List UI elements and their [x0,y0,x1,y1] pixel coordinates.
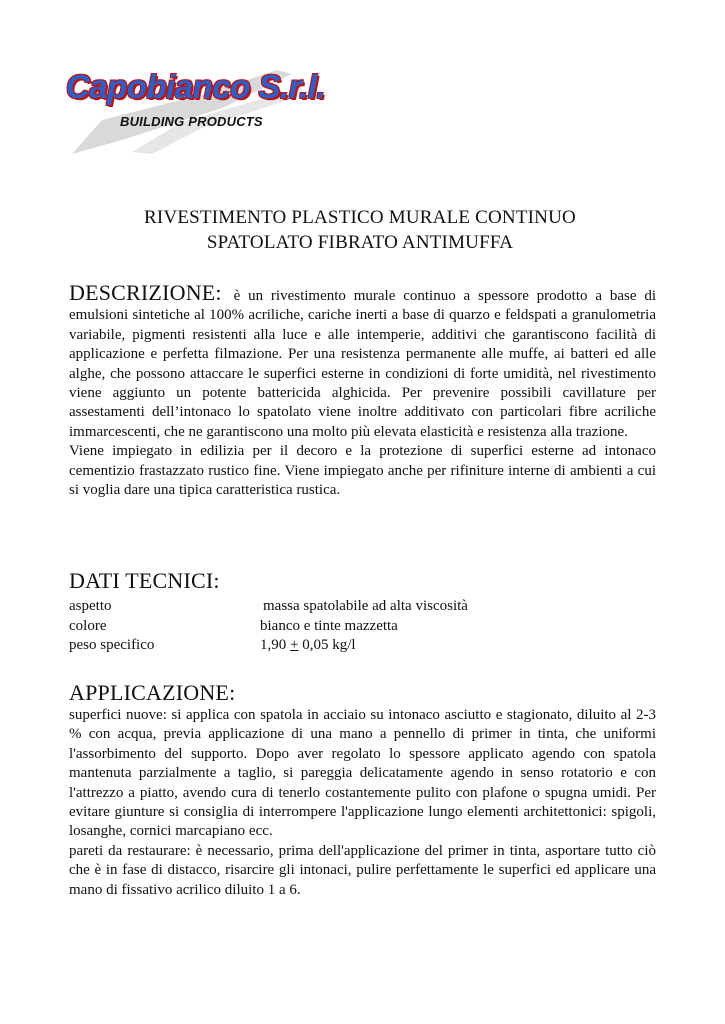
tech-value: massa spatolabile ad alta viscosità [263,598,468,614]
applicazione-paragraph-1: superfici nuove: si applica con spatola in acciaio su intonaco asciutto e stagionato, diluito al 2-3 % con acqua, previa applicazione di una mano a pennello di primer in tinta, che uniformi l'assorbimento del supporto. Dopo aver regolato lo spessore applicato agendo con spatola mantenuta parzialmente a taglio, si pareggia delicatamente agendo in senso rotatorio e con l'attrezzo a piatto, avendo cura di tenerlo costantemente pulito con plafone o spugna umidi. Per evitare giunture si consiglia di interrompere l'applicazione lungo elementi architettonici: spigoli, losanghe, cornici marcapiano ecc. [69,707,656,840]
descrizione-text-1: è un rivestimento murale continuo a spessore prodotto a base di emulsioni sintetiche al 100% acriliche, cariche inerti a base di quarzo e feldspati a granulometria variabile, pigmenti resistenti alla luce e alle intemperie, additivi che garantiscono facilità di applicazione e perfetta filmazione. Per una resistenza permanente alle muffe, ai batteri ed alle alghe, che possono attaccare le superfici esterne in condizioni di forte umidità, nel rivestimento viene aggiunto un potente battericida alghicida. Per prevenire possibili cavillature per assestamenti dell’intonaco lo spatolato viene inoltre additivato con particolari fibre acriliche immarcescenti, che ne garantiscono una molto più elevata elasticità e resistenza alla trazione. [69,288,657,440]
descrizione-paragraph-1 [69,280,657,442]
dati-tecnici-table [69,597,656,656]
tech-value: bianco e tinte mazzetta [260,617,398,634]
tech-row-peso-specifico [69,636,656,656]
tech-value-tolerance: 0,05 kg/l [298,637,356,653]
tech-row-colore [69,617,656,637]
descrizione-paragraph-2: Viene impiegato in edilizia per il decoro e la protezione di superfici esterne ad intonaco cementizio frastazzato rustico fine. Viene impiegato anche per rifiniture interne di ambienti a cui si voglia dare una tipica caratteristica rustica. [69,443,656,499]
title-line-1: RIVESTIMENTO PLASTICO MURALE CONTINUO [144,207,576,228]
section-applicazione [69,706,656,900]
tech-label: colore [69,617,107,634]
logo-wordmark: Capobianco S.r.l. [66,68,326,105]
tech-value-main: 1,90 [260,637,290,653]
company-logo [62,62,326,158]
applicazione-paragraph-2: pareti da restaurare: è necessario, prima dell'applicazione del primer in tinta, asportare tutto ciò che è in fase di distacco, risarcire gli intonaci, pulire perfettamente le superfici ed applicare una mano di fissativo acrilico diluito 1 a 6. [69,842,656,898]
descrizione-heading: DESCRIZIONE: [69,280,222,305]
tech-row-aspetto [69,597,656,617]
tech-label: peso specifico [69,637,155,653]
logo-tagline: BUILDING PRODUCTS [120,114,263,129]
plus-minus-symbol: + [290,637,299,653]
document-title [60,205,660,255]
applicazione-heading: APPLICAZIONE: [69,680,236,705]
tech-label: aspetto [69,598,112,614]
title-line-2: SPATOLATO FIBRATO ANTIMUFFA [206,232,514,253]
tech-value [260,636,356,656]
section-descrizione [69,280,657,500]
dati-tecnici-heading: DATI TECNICI: [69,568,220,593]
